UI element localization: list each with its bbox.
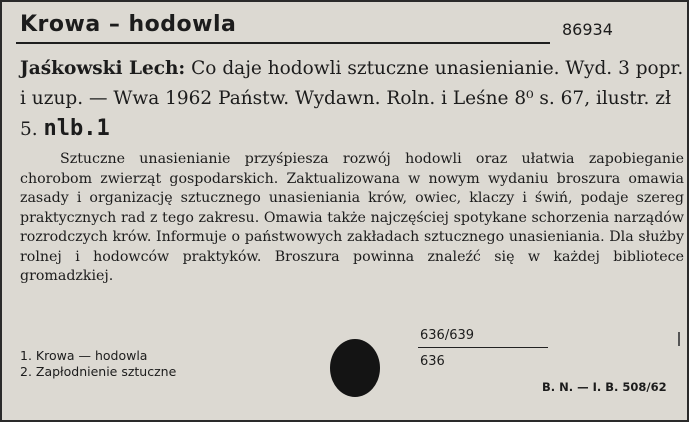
heading-underline: [16, 42, 550, 44]
punch-hole: [330, 339, 380, 397]
author: Jaśkowski Lech:: [20, 58, 186, 79]
annotation: Sztuczne unasienianie przyśpiesza rozwój hodowli oraz ułatwia zapobieganie chorobom zwierząt gospodarskich. Zaktualizowana w nowym wydaniu broszura omawia zasady i organizację sztucznego unasieniania krów, owiec, klaczy i świń, podaje szereg praktycznych rad z tego zakresu. Omawia także najczęściej spotykane schorzenia narządów rozrodczych krów. Informuje o państwowych zakładach sztucznego unasieniania. Dla służby rolnej i hodowców praktyków. Broszura powinna znaleźć się w każdej bibliotece gromadzkiej.: [20, 151, 684, 284]
subject-list: [20, 348, 176, 380]
entry-text: Co daje hodowli sztuczne unasienianie. Wyd. 3 popr. i uzup. — Wwa 1962 Państw. Wydawn. Roln. i Leśne 8⁰ s. 67, ilustr. zł 5.: [20, 58, 684, 140]
classification-sub: 636: [420, 354, 445, 369]
classification-divider: [418, 347, 548, 348]
subject-heading: Krowa – hodowla: [20, 12, 237, 37]
subject-item: 1. Krowa — hodowla: [20, 348, 148, 363]
subject-item: 2. Zapłodnienie sztuczne: [20, 364, 177, 379]
edge-mark: [678, 332, 680, 346]
bibliographic-entry: [20, 54, 684, 145]
bibliographic-reference: B. N. — I. B. 508/62: [542, 380, 667, 394]
classification-main: 636/639: [420, 328, 475, 343]
catalog-number: 86934: [562, 20, 613, 39]
shelfmark: nlb.1: [43, 116, 110, 141]
